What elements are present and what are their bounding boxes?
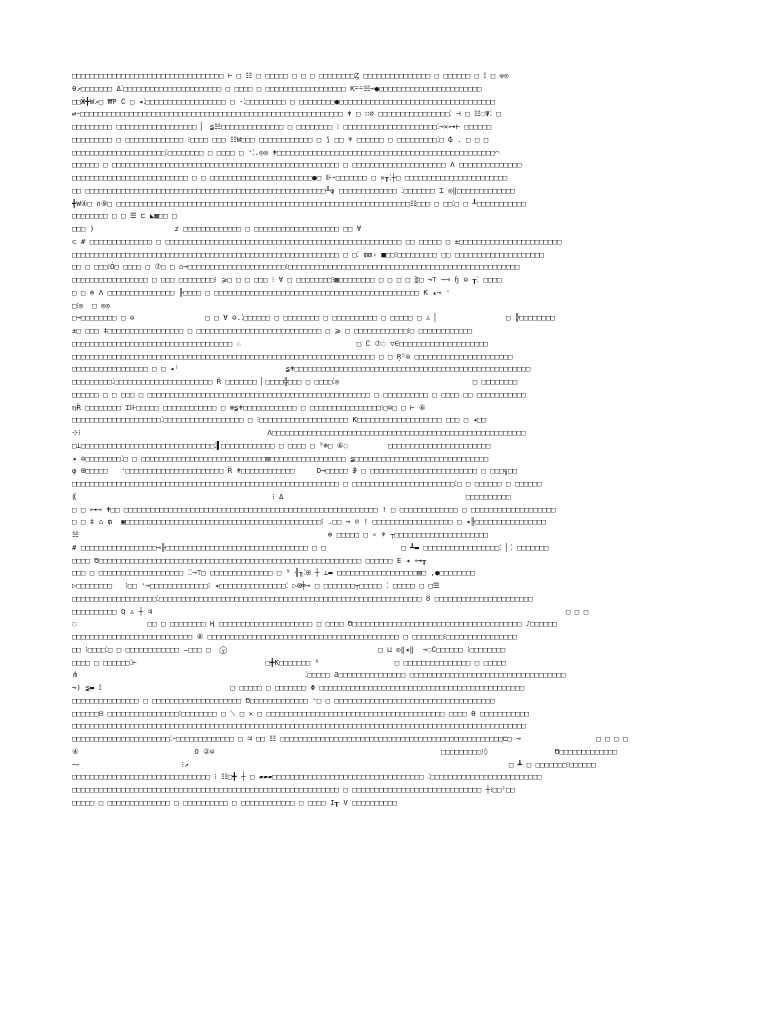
garbled-text-block: □□□□□□□□□□□□□□□□□□□□□□□□□□□□□□□□□□ ⊢ □ ☷ □ □□□□□ □ □ □ □□□□□□□□Ȥ □□□□□□□□□□□□□□□ □ □□□□□□ □ ⟟ □ ☫◎ θ↗□□□□□□□ Δ⁚□□□□□□□□□□□□□□□□□□□□□□ □ □□□□ □ □□□□□□□□□□□□□□□□□□ Ƙ⍨⍨☵⊸●□□□□□□□□□□□□□□□□□□□□□□□ □□Ӝ╋W↗□ ₩Ƥ ∁ □ ◂⁚□□□□□□□□□□□□□□□□□□ □ -⁚□□□□□□□□□ □ □□□□□□□□●□□□□□□□□□□□□□□□□□□□□□□□□□□□□□□□□□□□ ⇄⁃□□□□□□□□□□□□□□□□□□□□□□□□□□□□□□□□□□□□□□□□□□□□□□□□□□□□□□□□□□□ ǂ □ ∷∅ □□□□□□□□□□□□□□□□⁚ ⊣ □ ☷◌Ψ⁚ □ □□□□□□□□□ □□□□□□□□□□□□□□□□□□ ▏ ≨☵□□□□□□□□□□□□□□ □ □□□□□□□□ ⁝ □□□□□□□□□□□□□□□□□□□□□⁚⊸✕⊶⊢ □□□□□□ □□□□□□□□□ □ □□□□□□□□□□□□□ ⁝□□□□ □□□ ☷W□□□ □□□□□□□□□□□□ □ ⟆ □□ ♆ □□□□□□ □ □□□□□□□□□⁚□ ₲ . □ □ □ □□□□□□□□□□□□□□□□□□□□□⁚□□□□□□□□ □ □□□□ □ ⁺⁚.◎◎ ǂ□□□□□□□□□□□□□□□□□□□□□□□□□□□□□□□□□□□□□□□□□□□□□□□□□⌒ □□□□□□ □ □□□□□□□□□□□□□□□□□□□□□□□□□□□□□□□□□□□□□□□□□□□□□□□□□□□ □ □□□□□□□□□□□□□□□□□□□□□ Λ □□□□□□□□□□□□□□ □□□□□□□□□□□□□□□□□□□□□□□□□□ □ □ □□□□□□□□□□□□□□□□□□□□□□□●□ ⊪⁃□□□□□□□ □ ✕┰⁚┼□ □□□□□□□□□□□□□□□□□□□□□□□ □□ □□□□□□□□□□□□□□□□□□□□□□□□□□□□□□□□□□□□□□□□□□□□□□□□□□□□□□╨ψ □□□□□□□□□□□□□ ⁚□□□□□□□ ⌶ ◎‖□□□□□□□□□□□□□ ╋W④□ ∩⑨□ □□□□□□□□□□□□□□□□□□□□□□□□□□□□□□□□□□□□□□□□□□□□□□□□□□□□□□□□□□□□□□□□□□☷□□□ □ □□⁚□ □ ┸□□□□□□□□□□□ □□□□□□□□ □ □ ☰ ⊏ ◣▩□□ □ □□□ ) z □□□□□□□□□□□□□ □ □□□□□□□□□□□□□□□□□□□ □□ ∀ ⊂ # □□□□□□□□□□□□□□ □ □□□□□□□□□□□□□□□□□□□□□□□□□□□□□□□□□□□□□□□□□□□□□□□□□□□□□ □□ □□□□□ □ ±□□□□□□□□□□□□□□□□□□□□□□□ □□□□□□□□□□□□□□□□□□□□□□□□□□□□□□□□□□□□□□□□□□□□□□□□□□□□□□□□□□□□ □ □⁚ ₥₥› ■□□⁝□□□□□□□□□ □□ □□□□□□□□□□□□□□□□□□□□ □□ □ □□□⁝Ó□ □□□□ □ ⑦□ □ ⌂⊸□□□□□□□□□□□□□□□□□□□□□□⁝□□□□□□□□□□□□□□□□□□□□□□□□□□□□□□□□□□□□□□□□□□□□□□□□□□□□ □□□□□□□□□□□□□□□□□ □ □□□ □□□□□□□□⁝ ⩾□ □ □ □□□ ⁝ ∀ □ □□□□□□□□⁝▩□□□□□□□□ □ □ □ □ ⋛□ ⊸⊤ ⋯⊸ ɧ ⊜ ┰⁚ □□□□ □ □ ⊕ Λ □□□□□□□□□□□□□□□ ╟□□□□ □ □□□□□□□□□□□□□□□□□□□□□□□□□□□□□□□□□□□□□□□□□□□□□□ Ƙ ▴⊸ ⁺ □⁝◎ □ ◎◎ □⊸□□□□□□□□ □ ⊜ □ □ ∀ ⊜.⁚□□□□□□ □ □□□□□□□□ □ □□□□□□□□□□ □ □□□□□ □ ♙ ▏ □ ╠□□□□□□□□ ±□ □□□ ‡□□□□□□□□□□□□□□□□□ □ □□□□□□□□□□□□□□□□□□□□□□□□□□□□ □ ⩾ □ □□□□□□□□□□□□⁝□ □□□□□□□□□□□□ □□□□□□□□□□□□□□□□□□□□□□□□□□□□□□□□□□□□ ♘ □ ∁ ⑦◌ ▽∈□□□□□□□□□□□□□□□□□□□□ □□□□□□□□□□□□□□□□□□□□□□□□□□□□□□□□□□□□□□□□□□□□□□□□□□□□□□□□□□□□□□□□□□□□ □ □ Ŗ⁵⊜ □□□□□□□□□□□□□□□□□□□□□□ □□□□□□□□□□□□□□□□□ □ □ ◂⁾ ≨ǂ□□□□□□□□□□□□□□□□□□□□□□□□□□□□□□□□□□□□□□□□□□□□□□□□□□□□□ □□□□□□□□□⁚□□□□□□□□□□□□□□□□□□□□□□ Ȑ □□□□□□□ ▏□□□□╬□□□ □ □□□□⁚◎ □ □□□□□□□□ □□□□□□ □ □ □□□ □ □□□□□□□□□□□□□□□□□□□□□□□□□□□□□□□□□□□□□□□□□□□□□□□□□□ □ □□□□□□□□□□ □ □□□□ □□ □□□□□□□□□□□ ♍Ȑ □□□□□□□□ ⌶⊪□□□□□ □□□□□□□□□□□□ □ ⊛≨ǂ□□□□□□□□□□□□ □ □□□□□□□□□□□□□□□□⁝□⊜□ □ ⊢ ⑥ □□□□□□□□□□□□□□□□□□□□⁚□□□□□□□□□□□□□□□□□□ □ ⁝□□□□□□□□□□□□□□□□□□□□ Ƙ□□□□□□□□□□□□□□□□□□□ □□□ □ ◂□□ ⊹⁝ Λ□□□□□□□□□□□□□□□□□□□□□□□□□□□□□□□□□□□□□□□□□□□□□□□□□□□□□□□□□ □⊥□□□□□□□□□□□□□□□□□□□□□□□□□□□□□□⁚▌□□□□□□□□□□□□ □ □□□□ □ ⁹⊕□ ⑥◌ □□□□□□□□□□□□□□□□□□□□□□□ ◂ ⊜□□□□□□□□⁚□ □ □□□□□□□□□□□□□□□□□□□□□□□□□□□□▥□□□□□□□□□□□□□□□□□ ≨□□□□□□□□□□□□□□□□□□□□□□□□□□□□□□ φ ⊞□□□□□ ⁺□□□□□□□□□□□□□□□□□□□□□□ Ȑ ǂ□□□□□□□□□□□□ D⊸□□□□□ ∌ □ □□□□□□□□□□□□□□□□□□□□□□□□ □ □□□╗□□ □□□□□□□□□□□□□□□□□□□□□□□□□□□□□□□□□□□□□□□□□□□□□□□□□□□□□□□□□□□□ □ □□□□□□□□□□□□□□□□□□□□□□□⁚□ □ □□□□□□ □ □□□□□□ ⟪ ⁝ Δ □□□□□□□□□□ □ □ ⊶⊸ ǂ□□ □□□□□□□□□□□□□□□□□□□□□□□□□□□□□□□□□□□□□□□□□□□□□□□□□□□□□□□□□ ! □ □□□□□□□□□□□□□ □ □□□□□□□□□□□□□□□□□□□ □ □ ‡ ⌂ ₥ ▣□□□□□□□□□□□□□□□□□□□□□□□□□□□□□□□□□□□□□□□□□□□□⁝ .□□ ⊸ ⊝ ! □□□□□□□□□□□□□□□□□□ □ ◂╟□□□□□□□□□□□□□□□□ ☵ ⊕ □□□□□ □ ∘ ♆ ┬□□□□□□□□□□□□□□□□□□□□□ # □□□□□□□□□□□□□□□□□⊸╟□□□□□□□□□□□□□□□□□□□□□□□□□□□□□□□□ □ □ □ ┻▬ □□□□□□□□□□□□□□□□□⁚ ▏⁚ □□□□□□□ □□□□ Ծ□□□□□□□□□□□□□□□□□□□□□□□□□□□□□□□□□□□□□□□□□□□□□□□□□□□□□□□□□□□ □□□□□□ Ε ◂ ⊶┰ □□□ □ □□□□□□□□□□□□□□□□□□□ ⁚⁚⊸⊤□ □□□□□□□□□□□□□□ □ ⁹ ╢╖⁚⊞ ┼ ⊥▬ □□□□□□□□□□□□□□□□□□▤□ ,●□□□□□□□□ ▷□□□□□□□□ ⁝□□ ⁺⊸□□□□□□□□□□□□□⁝ ◂□□□□□□□□□□□□□□□⁚ ▷⊠╪⊸ □ □□□□□□□┬□□□□□ ⁚ □□□□□ □ □☰ □□□□□□□□□□□□□□□□□□□⁚□□□□□□□□□□□□□□□□□□□□□□□□□□□□□□□□□□□□□□□□□□□□□□□□□□□□□□□□□□□ ȣ □□□□□□□□□□□□□□□□□□□□□□ □□□□□□□□□□ Q ♙ ┼ ♃ □ □ □ ◌ □□ □ □□□□□□□□ Ⱨ □□□□□□□□□□□□□□□□□□□□□ □ □□□□ Ծ□□□□□□□□□□□□□□□□□□□□□□□□□□□□□□□□□□□□□□ ♪□□□□□□ □□□□□□□□□□□□□□□□□□□□□□□□□□□ ⑧ □□□□□□□□□□□□□□□□□□□□□□□□□□□□□□□□□□□□□□□□□□□ □ □□□□□□□⁝□□□□□□□□□□□□□□□□ □□ ⁝□□□□⁚□ □ □□□□□□□□□□□□ ⌣□□□ □ ⓨ □ ⊔ ◎‖◂‖ ⊸◌∁□□□□□□ ⁝□□□□□□□□ □□□□ □ □□□□□□⁚⊢ □╋Ƙ□□□□□□□ ⁸ □ □□□□□□□□□□□□□□□ □ □□□□□ ⋔ ⁚□□□□□ Ϩ□□□□□□□□□□□□□□□ □□□□□□□□□□□□□□□□□□□□□□□□□□□□□□□□□□□ ⊸) ≨▬ ⟟ □ □□□□□ □ □□□□□□□ Φ □□□□□□□□□□□□□□□□□□□□□□□□□□□□□□□□□□□□□□□□□□□□□□ □□□□□□□□□□□□□□□ □ □□□□□□□□□□□□□□□□□□□□ Ծ□□□□□□□□□□□□□ ⁺□ □ □□□□□□□□□□□□□□□□□□□□□□□□□□□□□□□□□□□□ □□□□□□⊟ □□□□□□□□□□□□□□□□⁝□□□□□□□□ □ ⟍ □ ✕ □ □□□□□□□□□□□□□□□□□□□□□□□□□□□□□□□□□□□□□□□□ □□□□ ϴ □□□□□□□□□□□ □□□□□□□□□□□□□□□□□□□□□□□□□□□□□□□□□□□□□□□□□□□□□□□□□□□□□□□□□□□□□□□□□□□□□□□□□□□□□□□□□□□□□□□□□□□□□□□□□□□□□□ □□□□□□□□□□□□□□□□□□□□□□⁚⁃□□□□□□□□□□□□□ □ ♃ □□ ☷ □□□□□□□□□□□□□□□□□□□□□□□□□□□□□□□□□□□□□□□□□□□□□□□□□□⊏□ ⊸ □ □ □ □ ④ Ο ②⊜ □□□□□□□□□⁝◊ Ծ□□□□□□□□□□□□□ ⁓ ⁝↗ □ ┻ □ □□□□□□□⁝□□□□□□ □□□□□□□□□□□□□□□□□□□□□□□□□□□□□□□ ⁝ ☷□╋ ┼ □ ▰▰▰□□□□□□□□□□□□□□□□□□□□□□□□□□□□□□□□□□ ⁚□□□□□□□□□□□□□□□□□□□□□□□□□ □□□□□□□□□□□□□□□□□□□□□□□□□□□□□□□□□□□□□□□□□□□□□□□□□□□□□□□□□□□□ □ □□□□□□□□□□□□□□□□□□□□□□□□□□□□□ ┼⁝□□⁾□□ □□□□□ □ □□□□□□□□□□□□□□ □ □□□□□□□□□□ □ □□□□□□□□□□□□ □ □□□□ Ι┰ V □□□□□□□□□□ (72, 71, 628, 807)
